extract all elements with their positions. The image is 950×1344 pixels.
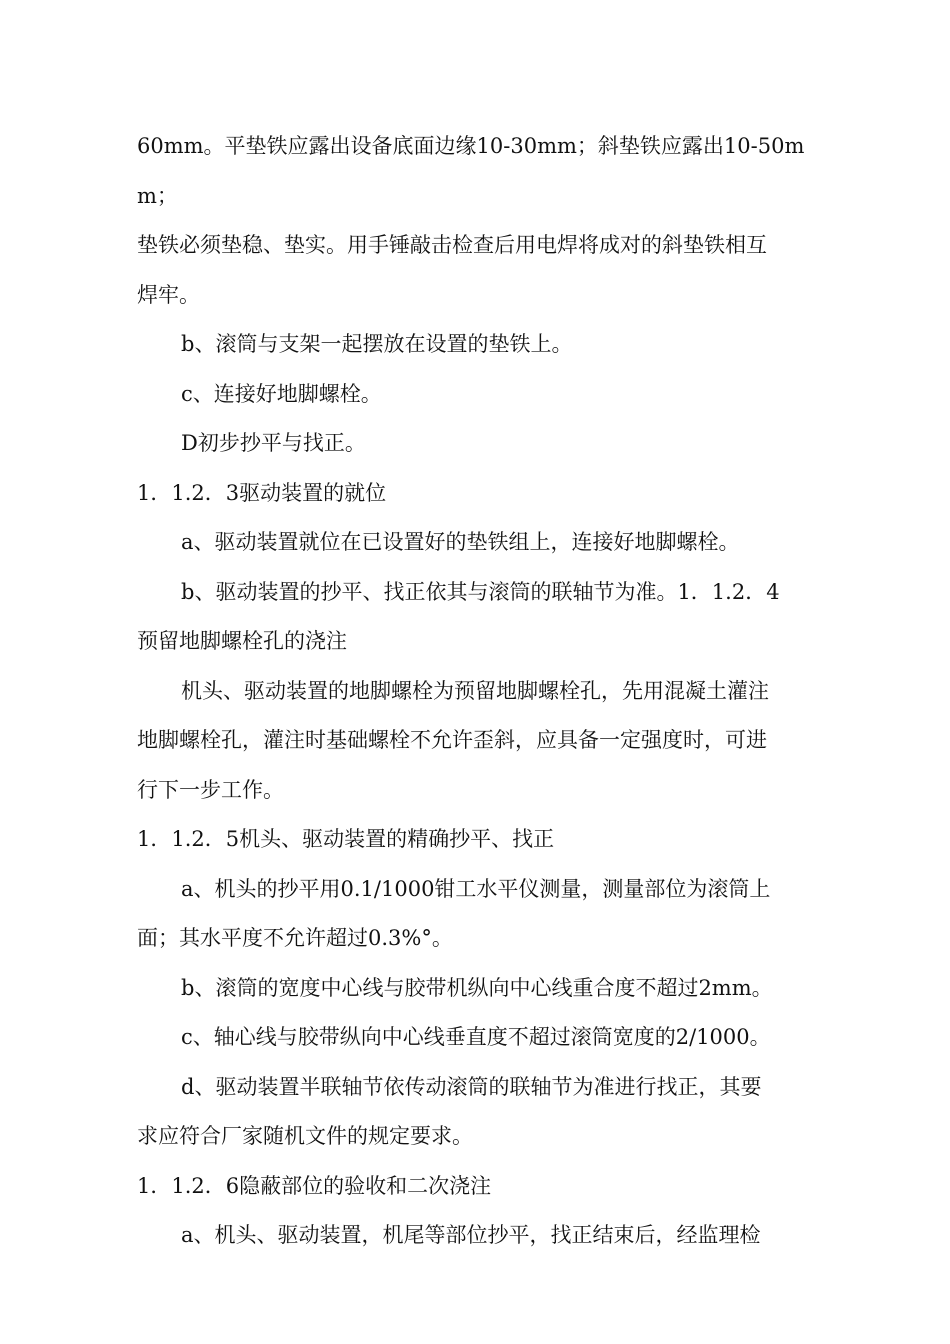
paragraph-p14 — [137, 1162, 817, 1212]
paragraph-p10 — [137, 865, 817, 964]
paragraph-p8 — [137, 667, 817, 816]
text-line: 地脚螺栓孔，灌注时基础螺栓不允许歪斜，应具备一定强度时，可进 — [137, 728, 767, 752]
text-line: 垫铁必须垫稳、垫实。用手锤敲击检查后用电焊将成对的斜垫铁相互 — [137, 233, 767, 257]
document-body — [137, 122, 817, 1261]
paragraph-p12 — [137, 1013, 817, 1063]
paragraph-p11 — [137, 964, 817, 1014]
text-line: 行下一步工作。 — [137, 777, 284, 802]
text-line: 1．1.2．5机头、驱动装置的精确抄平、找正 — [137, 827, 555, 851]
text-line: 预留地脚螺栓孔的浇注 — [137, 629, 347, 653]
text-line: b、驱动装置的抄平、找正依其与滚筒的联轴节为准。1．1.2．4 — [181, 579, 780, 604]
paragraph-p13 — [137, 1063, 817, 1162]
text-line: 面；其水平度不允许超过0.3%°。 — [137, 926, 453, 950]
text-line: d、驱动装置半联轴节依传动滚筒的联轴节为准进行找正，其要 — [181, 1074, 762, 1099]
paragraph-p6 — [137, 518, 817, 568]
text-line: b、滚筒与支架一起摆放在设置的垫铁上。 — [181, 332, 573, 356]
text-line: c、连接好地脚螺栓。 — [181, 381, 382, 406]
paragraph-p5 — [137, 469, 817, 519]
text-line: b、滚筒的宽度中心线与胶带机纵向中心线重合度不超过2mm。 — [181, 975, 773, 1000]
paragraph-p4 — [137, 419, 817, 469]
paragraph-p9 — [137, 815, 817, 865]
text-line: a、机头、驱动装置，机尾等部位抄平，找正结束后，经监理检 — [181, 1223, 761, 1247]
paragraph-p2 — [137, 320, 817, 370]
text-line: 求应符合厂家随机文件的规定要求。 — [137, 1124, 473, 1148]
text-line: a、驱动装置就位在已设置好的垫铁组上，连接好地脚螺栓。 — [181, 530, 740, 554]
text-line: a、机头的抄平用0.1/1000钳工水平仪测量，测量部位为滚筒上 — [181, 876, 771, 901]
paragraph-p3 — [137, 370, 817, 420]
paragraph-p1 — [137, 122, 817, 320]
paragraph-p15 — [137, 1211, 817, 1261]
text-line: 1．1.2．3驱动装置的就位 — [137, 480, 387, 505]
text-line: 焊牢。 — [137, 282, 200, 307]
text-line: 60mm。平垫铁应露出设备底面边缘10-30mm；斜垫铁应露出10-50mm； — [137, 134, 805, 208]
text-line: 1．1.2．6隐蔽部位的验收和二次浇注 — [137, 1173, 492, 1198]
text-line: c、轴心线与胶带纵向中心线垂直度不超过滚筒宽度的2/1000。 — [181, 1025, 771, 1049]
text-line: 机头、驱动装置的地脚螺栓为预留地脚螺栓孔，先用混凝土灌注 — [181, 678, 769, 703]
paragraph-p7 — [137, 568, 817, 667]
text-line: D初步抄平与找正。 — [181, 431, 366, 455]
